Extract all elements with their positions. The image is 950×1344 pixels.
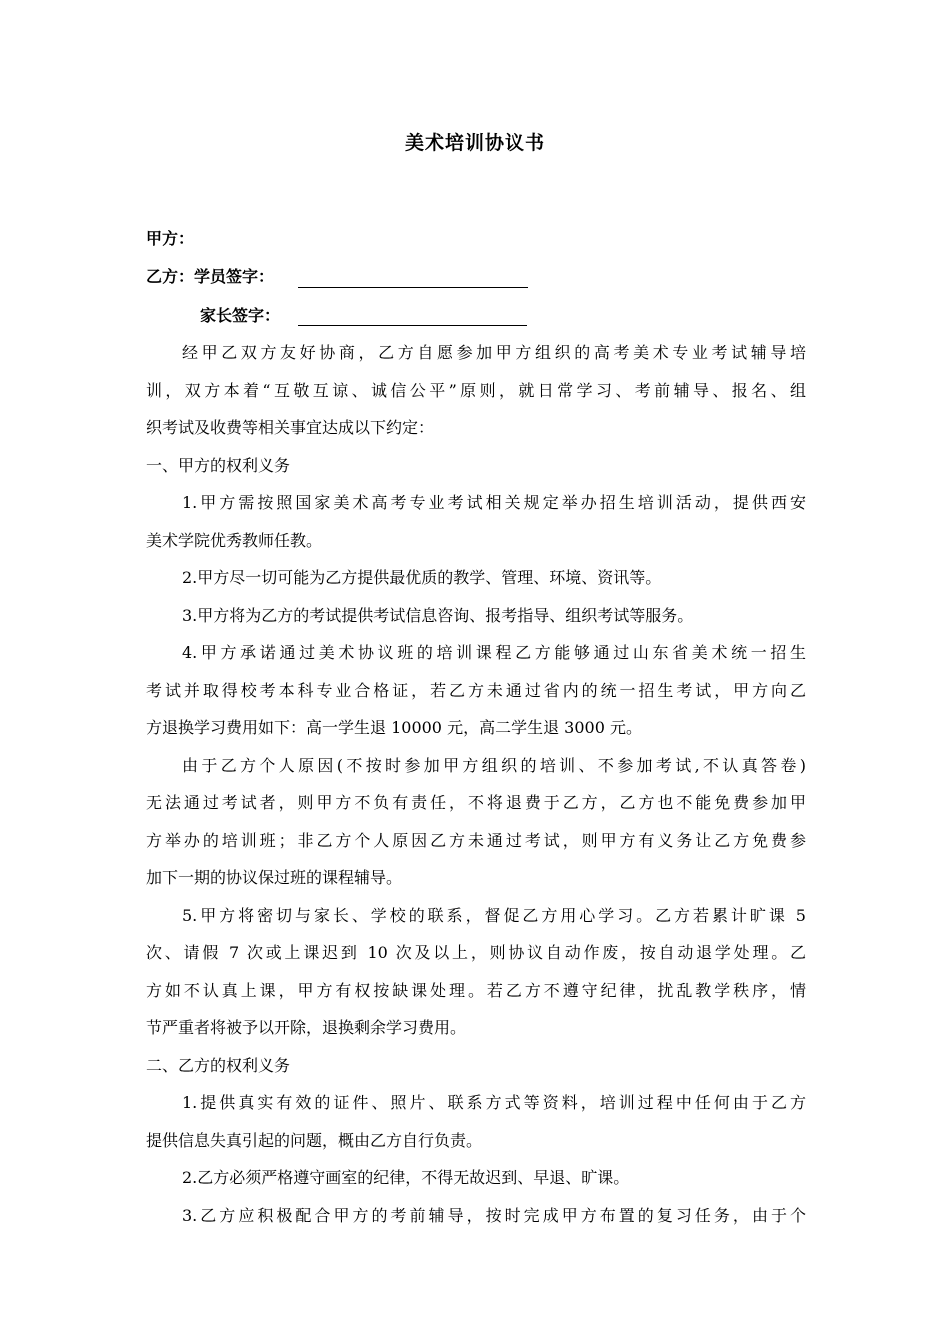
paragraph-line: 方退换学习费用如下：高一学生退 10000 元，高二学生退 3000 元。	[146, 718, 642, 737]
section-heading: 二、乙方的权利义务	[146, 1056, 291, 1075]
paragraph-line: 美术学院优秀教师任教。	[146, 531, 323, 550]
paragraph-line: 1.甲方需按照国家美术高考专业考试相关规定举办招生培训活动，提供西安	[182, 493, 806, 512]
party-a-label: 甲方：	[146, 229, 195, 248]
paragraph-line: 节严重者将被予以开除，退换剩余学习费用。	[146, 1018, 467, 1037]
paragraph-line: 5.甲方将密切与家长、学校的联系，督促乙方用心学习。乙方若累计旷课 5	[182, 906, 806, 925]
paragraph-line: 4.甲方承诺通过美术协议班的培训课程乙方能够通过山东省美术统一招生	[182, 643, 806, 662]
student-signature-line	[298, 287, 528, 288]
paragraph-line: 训，双方本着“互敬互谅、诚信公平”原则，就日常学习、考前辅导、报名、组	[146, 381, 806, 400]
document-title: 美术培训协议书	[404, 132, 545, 154]
paragraph-line: 次、请假 7 次或上课迟到 10 次及以上，则协议自动作废，按自动退学处理。乙	[146, 943, 806, 962]
party-b-student-signature-label: 乙方：学员签字：	[146, 267, 275, 286]
paragraph-line: 3.甲方将为乙方的考试提供考试信息咨询、报考指导、组织考试等服务。	[182, 606, 694, 625]
parent-signature-line	[298, 325, 527, 326]
section-heading: 一、甲方的权利义务	[146, 456, 291, 475]
paragraph-line: 3.乙方应积极配合甲方的考前辅导，按时完成甲方布置的复习任务，由于个	[182, 1206, 806, 1225]
paragraph-line: 经甲乙双方友好协商，乙方自愿参加甲方组织的高考美术专业考试辅导培	[182, 343, 806, 362]
paragraph-line: 加下一期的协议保过班的课程辅导。	[146, 868, 403, 887]
paragraph-line: 织考试及收费等相关事宜达成以下约定：	[146, 418, 435, 437]
paragraph-line: 2.乙方必须严格遵守画室的纪律，不得无故迟到、早退、旷课。	[182, 1168, 630, 1187]
paragraph-line: 1.提供真实有效的证件、照片、联系方式等资料，培训过程中任何由于乙方	[182, 1093, 806, 1112]
paragraph-line: 由于乙方个人原因(不按时参加甲方组织的培训、不参加考试,不认真答卷)	[182, 756, 806, 775]
paragraph-line: 2.甲方尽一切可能为乙方提供最优质的教学、管理、环境、资讯等。	[182, 568, 662, 587]
paragraph-line: 方举办的培训班；非乙方个人原因乙方未通过考试，则甲方有义务让乙方免费参	[146, 831, 806, 850]
paragraph-line: 考试并取得校考本科专业合格证，若乙方未通过省内的统一招生考试，甲方向乙	[146, 681, 806, 700]
paragraph-line: 提供信息失真引起的问题，概由乙方自行负责。	[146, 1131, 483, 1150]
paragraph-line: 方如不认真上课，甲方有权按缺课处理。若乙方不遵守纪律，扰乱教学秩序，情	[146, 981, 806, 1000]
parent-signature-label: 家长签字：	[200, 306, 281, 325]
paragraph-line: 无法通过考试者，则甲方不负有责任，不将退费于乙方，乙方也不能免费参加甲	[146, 793, 806, 812]
